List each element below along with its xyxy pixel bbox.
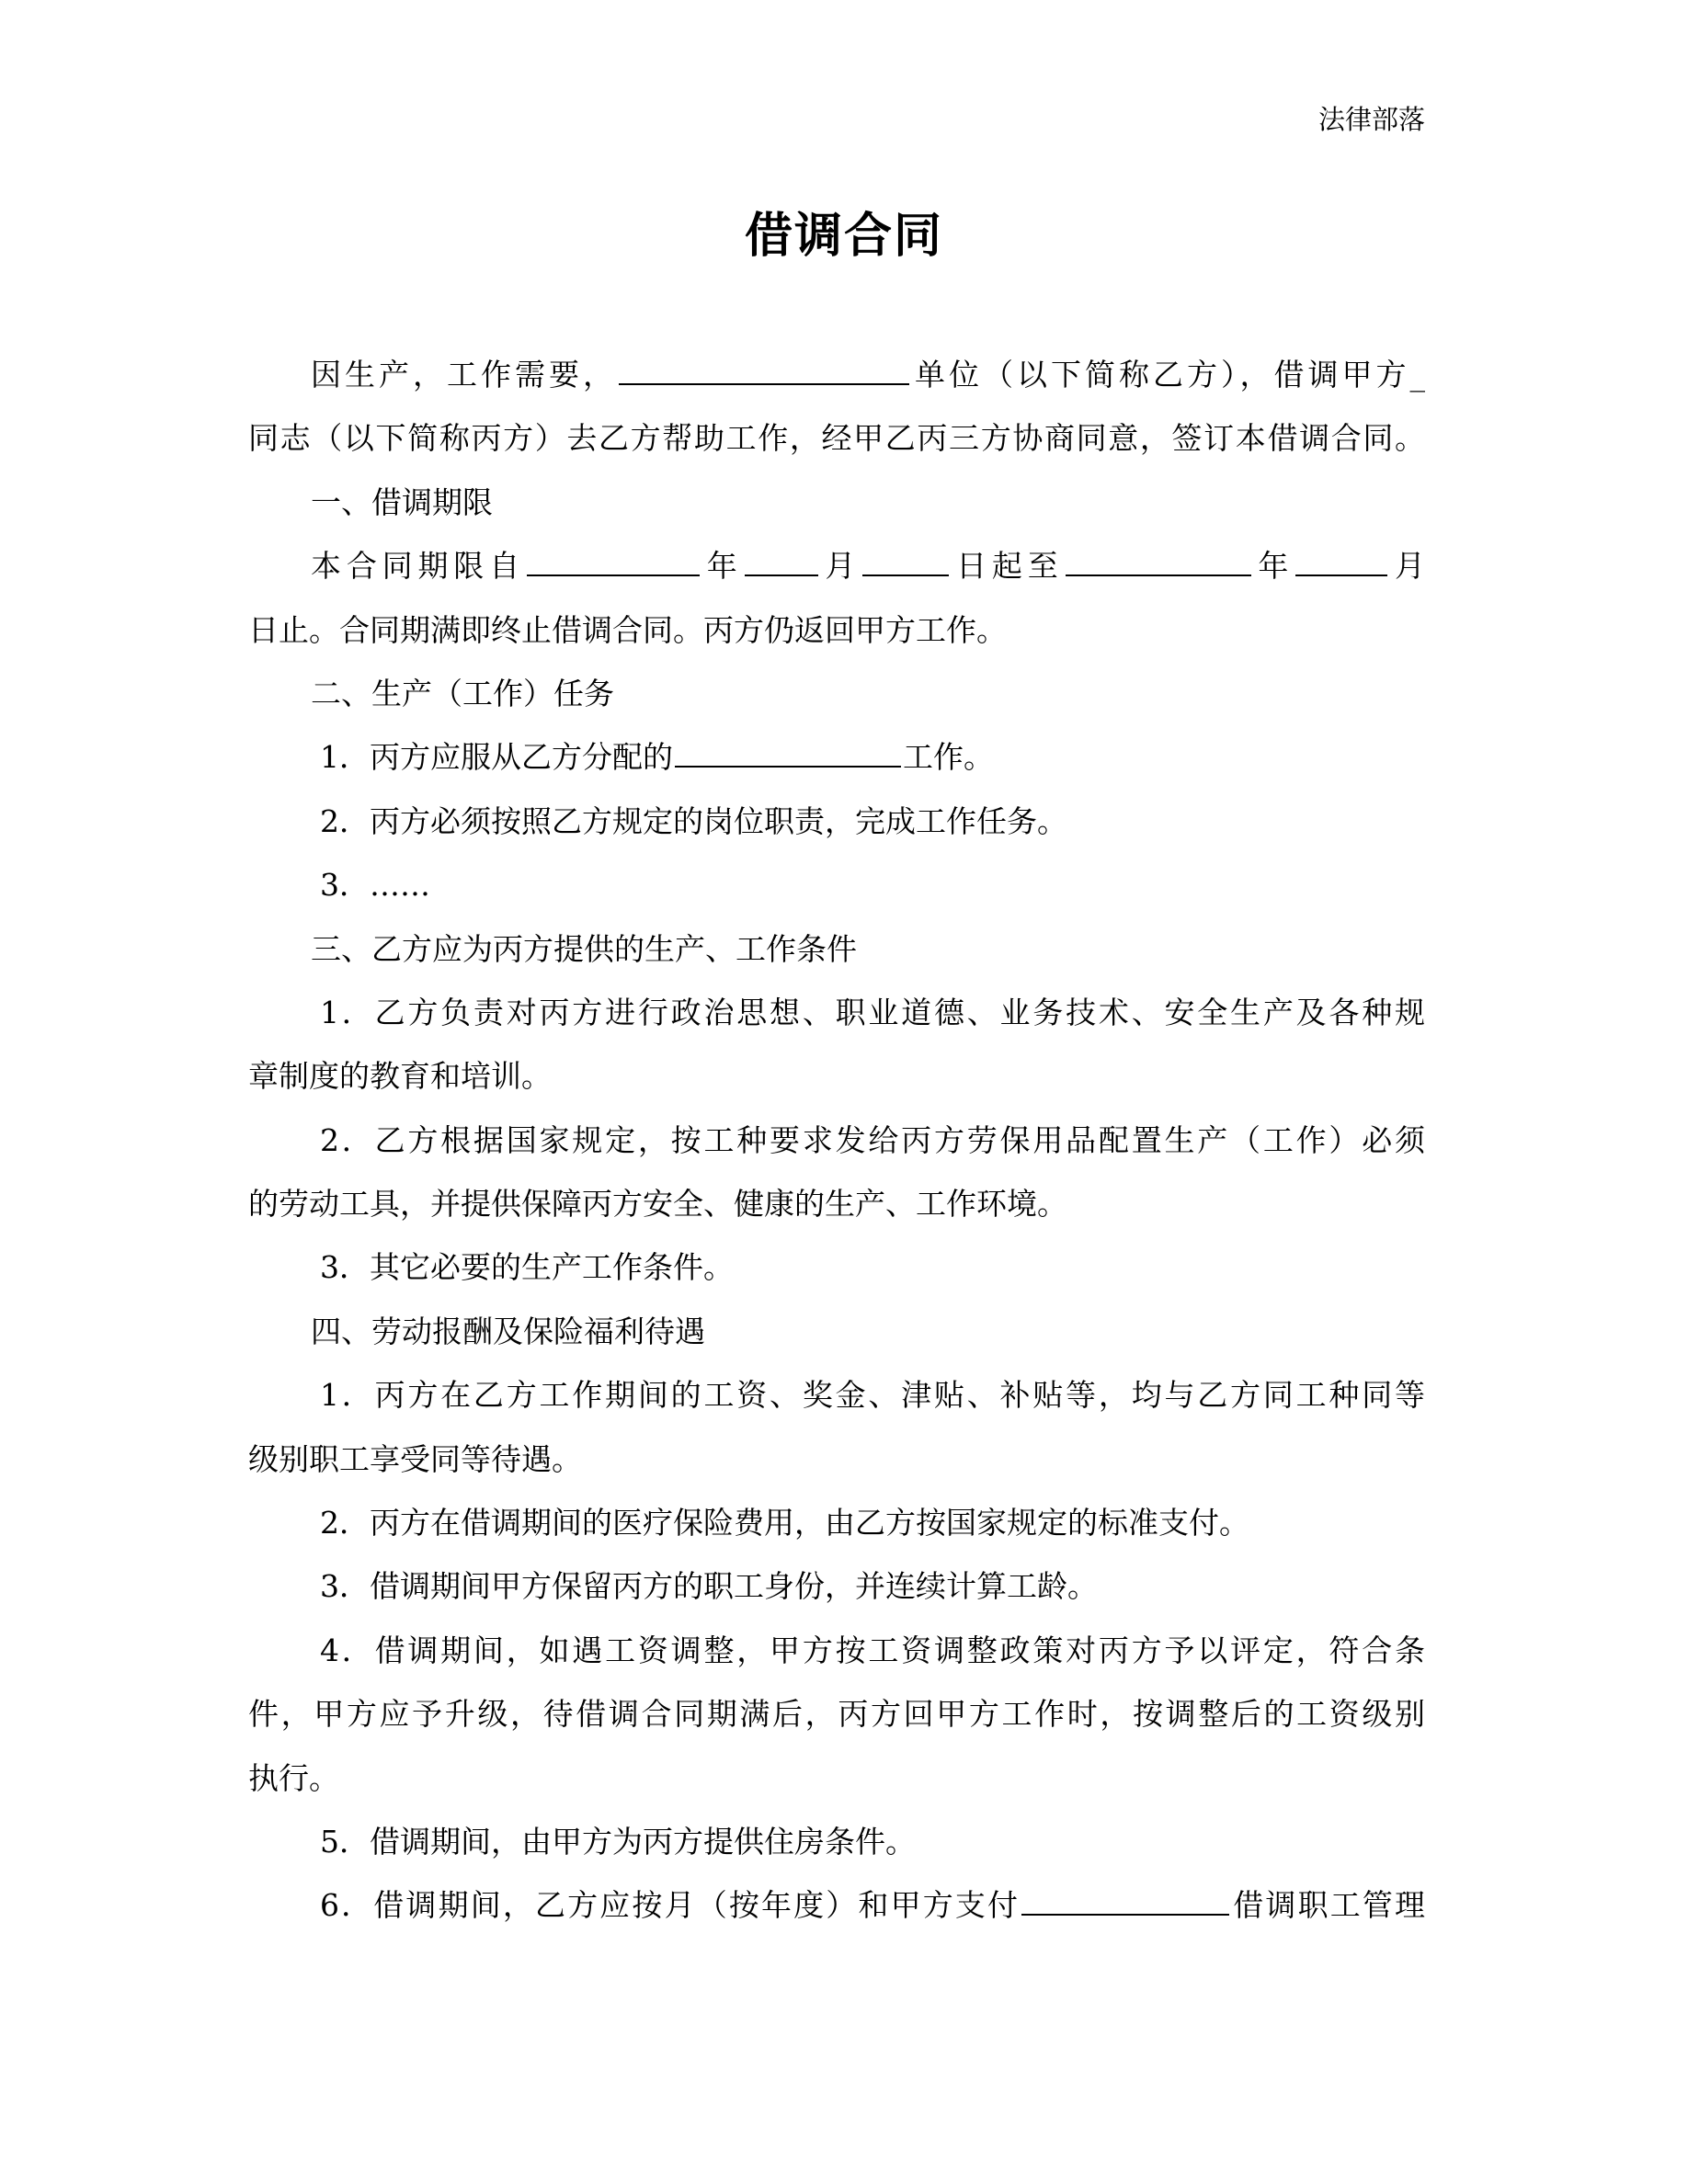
end-month-blank[interactable] — [1295, 547, 1387, 576]
paragraph-intro-line1 — [248, 343, 1425, 406]
item-4-4-line2: 件，甲方应予升级，待借调合同期满后，丙方回甲方工作时，按调整后的工资级别 — [248, 1696, 1425, 1733]
item-4-6 — [248, 1873, 1425, 1937]
start-year-blank[interactable] — [527, 547, 700, 576]
text: 年 — [701, 548, 743, 585]
contract-body — [248, 343, 1425, 1938]
item-2-2: 2．丙方必须按照乙方规定的岗位职责，完成工作任务。 — [320, 802, 1067, 839]
text: 本合同期限自 — [311, 548, 525, 585]
item-2-1 — [248, 725, 1425, 789]
fee-blank[interactable] — [1021, 1886, 1229, 1916]
text: 1．丙方应服从乙方分配的 — [320, 739, 673, 776]
text: 月 — [1389, 548, 1426, 585]
item-4-1-line1: 1．丙方在乙方工作期间的工资、奖金、津贴、补贴等，均与乙方同工种同等 — [320, 1377, 1425, 1414]
text: 年 — [1252, 548, 1295, 585]
item-2-3: 3．…… — [320, 867, 430, 904]
unit-blank[interactable] — [619, 356, 909, 385]
text: 日起至 — [951, 548, 1064, 585]
item-3-3: 3．其它必要的生产工作条件。 — [320, 1249, 734, 1286]
item-4-5: 5．借调期间，由甲方为丙方提供住房条件。 — [320, 1823, 916, 1860]
term-line — [248, 534, 1425, 597]
term-line2: 日止。合同期满即终止借调合同。丙方仍返回甲方工作。 — [248, 611, 1007, 648]
text: 6．借调期间，乙方应按月（按年度）和甲方支付 — [320, 1887, 1021, 1924]
item-3-2-line2: 的劳动工具，并提供保障丙方安全、健康的生产、工作环境。 — [248, 1186, 1067, 1223]
item-4-1-line2: 级别职工享受同等待遇。 — [248, 1440, 582, 1477]
document-title: 借调合同 — [744, 208, 943, 264]
item-4-3: 3．借调期间甲方保留丙方的职工身份，并连续计算工龄。 — [320, 1568, 1098, 1605]
end-year-blank[interactable] — [1066, 547, 1251, 576]
item-4-4-line1: 4．借调期间，如遇工资调整，甲方按工资调整政策对丙方予以评定，符合条 — [320, 1632, 1425, 1668]
section-heading-1: 一、借调期限 — [311, 483, 493, 520]
text: 因生产，工作需要， — [311, 357, 617, 392]
text: 月 — [819, 548, 861, 585]
text: 借调职工管理 — [1231, 1887, 1425, 1924]
section-heading-2: 二、生产（工作）任务 — [311, 675, 614, 711]
item-4-4-line3: 执行。 — [248, 1759, 339, 1796]
section-heading-4: 四、劳动报酬及保险福利待遇 — [311, 1313, 705, 1349]
header-label: 法律部落 — [1317, 104, 1425, 135]
start-day-blank[interactable] — [862, 547, 949, 576]
section-heading-3: 三、乙方应为丙方提供的生产、工作条件 — [311, 930, 857, 967]
work-blank[interactable] — [675, 738, 901, 768]
text: 单位（以下简称乙方），借调甲方_ — [911, 357, 1425, 392]
item-4-2: 2．丙方在借调期间的医疗保险费用，由乙方按国家规定的标准支付。 — [320, 1505, 1249, 1541]
item-3-1-line2: 章制度的教育和培训。 — [248, 1058, 552, 1095]
start-month-blank[interactable] — [745, 547, 818, 576]
paragraph-intro-line2: 同志（以下简称丙方）去乙方帮助工作，经甲乙丙三方协商同意，签订本借调合同。 — [248, 420, 1425, 457]
text: 工作。 — [903, 739, 994, 776]
item-3-1-line1: 1．乙方负责对丙方进行政治思想、职业道德、业务技术、安全生产及各种规 — [320, 994, 1425, 1030]
item-3-2-line1: 2．乙方根据国家规定，按工种要求发给丙方劳保用品配置生产（工作）必须 — [320, 1121, 1425, 1158]
